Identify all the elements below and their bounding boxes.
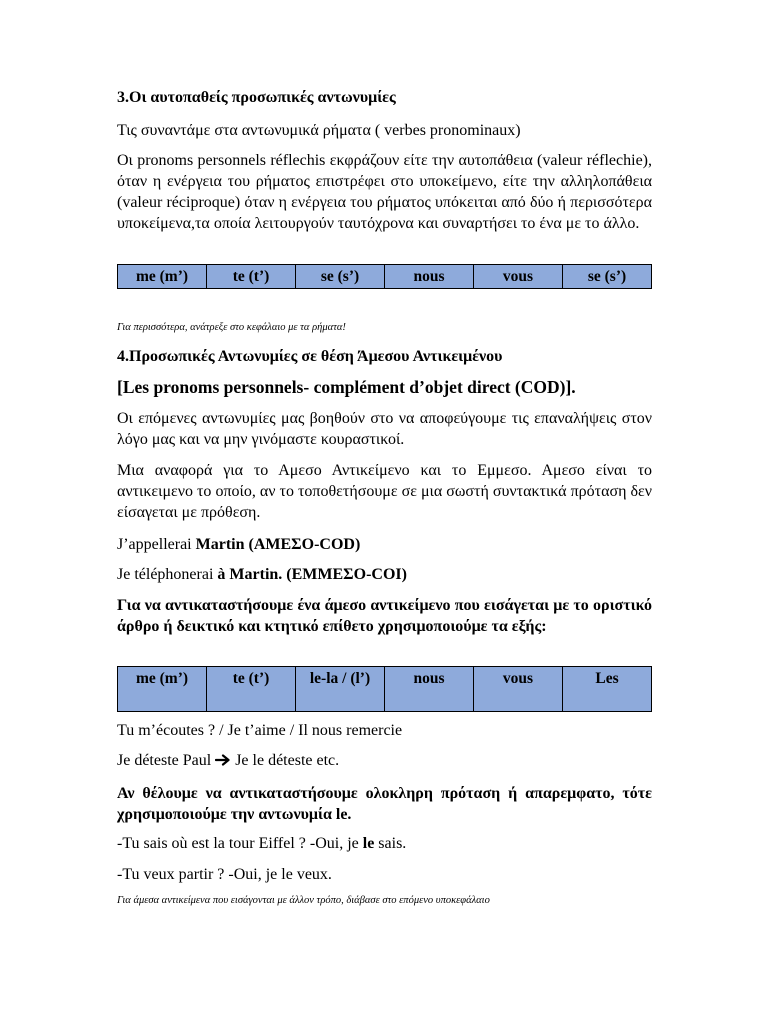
table-cell: se (s’) [296,265,385,289]
section4-paragraph-3: Για να αντικαταστήσουμε ένα άμεσο αντικείμενο που εισάγεται με το οριστικό άρθρο ή δεικτικό και κτητικό επίθετο χρησιμοποιούμε τα εξής: [117,597,652,635]
section4-heading: 4.Προσωπικές Αντωνυμίες σε θέση Άμεσου Αντικειμένου [117,348,503,365]
section4-subheading: [Les pronoms personnels- complément d’objet direct (COD)]. [117,377,576,397]
table-cell: se (s’) [563,265,652,289]
section4-paragraph-1: Οι επόμενες αντωνυμίες μας βοηθούν στο να αποφεύγουμε τις επαναλήψεις στον λόγο μας και να μην γινόμαστε κουραστικοί. [117,410,652,448]
section3-paragraph: Οι pronoms personnels réflechis εκφράζουν είτε την αυτοπάθεια (valeur réflechie), όταν η ενέργεια του ρήματος επιστρέφει στο υποκείμενο, είτε την αλληλοπάθεια (valeur réciproque) όταν η ενέργεια του ρήματος υπόκειται από δύο ή περισσότερα υποκείμενα,τα οποία λειτουργούν ταυτόχρονα και συναρτήσει το ένα με το άλλο. [117,152,652,232]
table-cell: te (t’) [207,667,296,712]
reflexive-pronouns-table [117,264,652,289]
table-cell: Les [563,667,652,712]
example-text: Je le déteste etc. [231,752,340,769]
table-cell: me (m’) [118,265,207,289]
table-row [118,265,652,289]
example-direct-object [117,534,652,555]
section4-paragraph-2: Μια αναφορά για το Αμεσο Αντικείμενο και το Εμμεσο. Αμεσο είναι το αντικειμενο το οποίο, αν το τοποθετήσουμε σε μια σωστή συντακτικά πρόταση δεν είσαγεται με πρόθεση. [117,462,652,521]
example-question-1 [117,833,652,854]
direct-object-pronouns-table [117,666,652,712]
section3-intro: Τις συναντάμε στα αντωνυμικά ρήματα ( verbes pronominaux) [117,122,521,139]
example-indirect-object [117,564,652,585]
table-cell: le-la / (l’) [296,667,385,712]
table-cell: vous [474,265,563,289]
table-cell: nous [385,667,474,712]
example-text: -Tu sais où est la tour Eiffel ? -Oui, je [117,835,363,852]
table-row [118,667,652,712]
example-sentences: Tu m’écoutes ? / Je t’aime / Il nous remercie [117,722,403,739]
example-text: Je téléphonerai [117,566,218,583]
example-emphasis: le [362,835,375,852]
example-text: Je déteste Paul [117,752,216,769]
table-cell: me (m’) [118,667,207,712]
example-question-2: -Tu veux partir ? -Oui, je le veux. [117,866,332,883]
right-arrow-icon [215,754,231,766]
table-cell: te (t’) [207,265,296,289]
example-text: J’appellerai [117,536,196,553]
table-cell: vous [474,667,563,712]
example-text: sais. [374,835,407,852]
section3-note: Για περισσότερα, ανάτρεξε στο κεφάλαιο με τα ρήματα! [117,322,346,333]
section4-paragraph-4: Αν θέλουμε να αντικαταστήσουμε ολοκληρη πρόταση ή απαρεμφατο, τότε χρησιμοποιούμε την αντωνυμία le. [117,785,652,823]
section3-heading: 3.Οι αυτοπαθείς προσωπικές αντωνυμίες [117,89,396,106]
section4-note: Για άμεσα αντικείμενα που εισάγονται με άλλον τρόπο, διάβασε στο επόμενο υποκεφάλαιο [117,895,490,906]
example-emphasis: Martin (ΑΜΕΣΟ-COD) [195,536,361,553]
example-emphasis: à Martin. (ΕΜΜΕΣΟ-COI) [217,566,407,583]
table-cell: nous [385,265,474,289]
example-replacement [117,750,652,771]
